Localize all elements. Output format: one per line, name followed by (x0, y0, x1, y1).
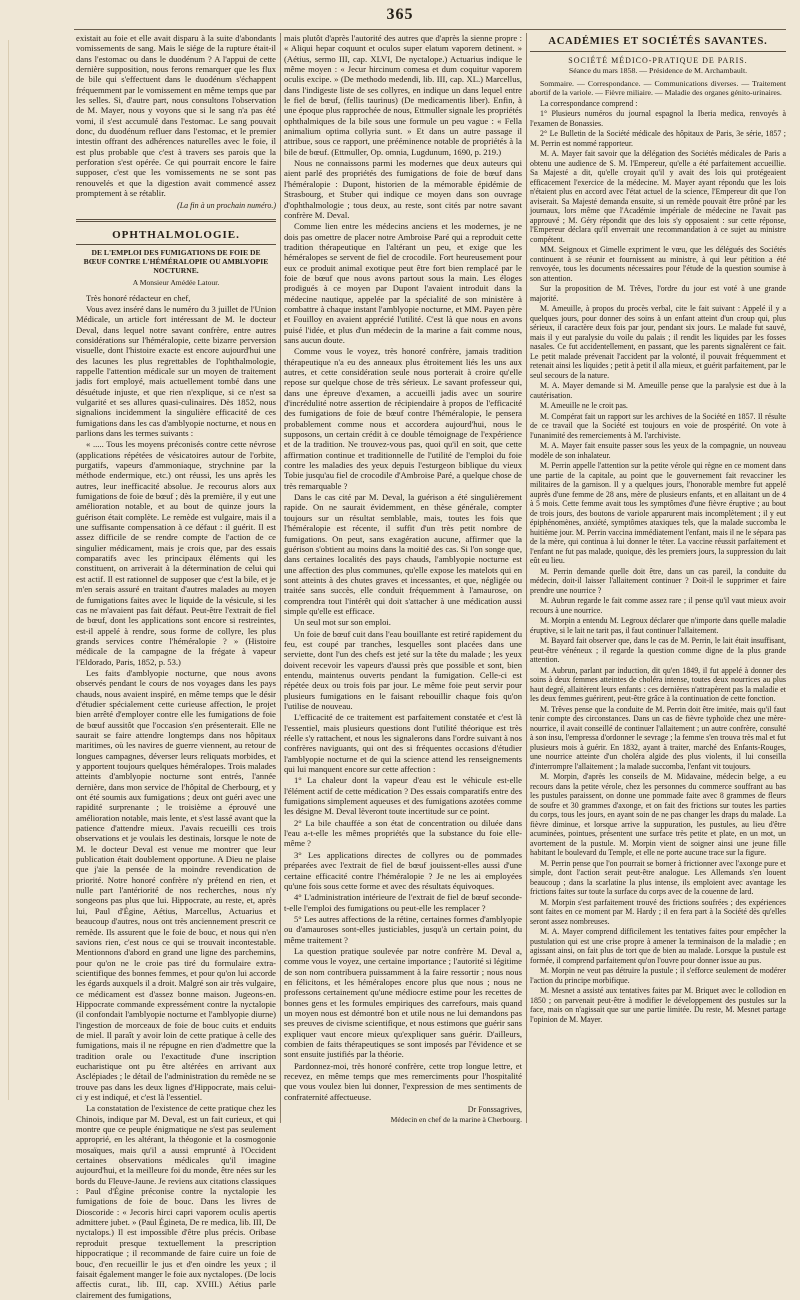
signature-title: Médecin en chef de la marine à Cherbourg. (390, 1115, 522, 1125)
column-1 (76, 33, 276, 1300)
section-heading: ACADÉMIES ET SOCIÉTÉS SAVANTES. (548, 36, 768, 47)
paragraph: 3° Les applications directes de collyres ou de pommades préparées avec l'extrait de fiel de bœuf jouissent-elles aussi d'une certaine efficacité contre l'héméralopie ? Je ne les ai employées qu'une fois sous cette forme et avec des résultats équivoques. (284, 849, 522, 891)
paragraph: M. Perrin appelle l'attention sur la petite vérole qui règne en ce moment dans une partie de la capitale, au point que le gouvernement fait revacciner les militaires de la garnison. Il y a quelques jours, l'honorable membre fut appelé auprès d'une femme de 28 ans, mère de plusieurs enfants, et en allaitant un de 4 à 5 mois. Cette femme avait tous les symptômes d'une fièvre éruptive ; au bout de trois jours, des boutons de variole apparurent mais incomplètement ; il y eut épiphénomènes, anxiété, symptômes ataxiques tels, que la malade succomba le huitième jour. M. Perrin vaccina immédiatement l'enfant, mais il ne le sépara pas de la mère, qui continua à lui donner le téter. La vaccine réussit parfaitement et l'enfant ne fut pas malade, quoique, dès les premiers jours, la suppression du lait eût eu lieu. (530, 461, 786, 565)
paragraph: M. A. Mayer demande si M. Ameuille pense que la paralysie est due à la cautérisation. (530, 381, 786, 400)
paragraph: M. Trêves pense que la conduite de M. Perrin doit être imitée, mais qu'il faut tenir compte des circonstances. Dans un cas de fièvre typhoïde chez une mère-nourrice, il avait conseillé de continuer l'allaitement ; un autre confrère, consulté à son insu, l'empressa d'ordonner le sevrage ; la femme s'en trouva très mal et fut plusieurs mois à guérir. En 1832, ayant à traiter, marché des Enfants-Rouges, une nourrice atteinte d'un choléra algide des plus violents, il lui conseilla d'interrompre l'allaitement ; la malade succomba, l'enfant vit toujours. (530, 704, 786, 771)
paragraph: Un foie de bœuf cuit dans l'eau bouillante est retiré rapidement du feu, est coupé par tranches, lesquelles sont placées dans une serviette, dont l'un des chefs est jeté sur la tête du malade ; les yeux doivent recevoir les vapeurs d'aussi près que possible et sont, bien entendu, maintenus ouverts pendant la fumigation. Celle-ci est répétée deux ou trois fois par jour. Le même foie peut servir pour plusieurs fumigations en le faisant rebouillir chaque fois qu'on l'utilise de nouveau. (284, 628, 522, 711)
column-separator (280, 33, 281, 1123)
paragraph: La correspondance comprend : (540, 98, 638, 108)
section-title: OPHTHALMOLOGIE. (112, 228, 240, 241)
paragraph: mais plutôt d'après l'autorité des autres que d'après la sienne propre : « Aliqui hepar coquunt et oculos super elatum vaporem detinent. » (Aétius, sermo III, cap. XLVI, De nyctalope.) Actuarius indique le même moyen : « Jecur hircinum comesa et dum coquitur vaporem oculis excipe. » (De methodo medendi, lib. III, cap. XL.) Marcellus, dans l'indigeste liste de ses collyres, en indique un dans lequel entre le fiel de bœuf, (fellis taurinus) (De medicamentis liber). Enfin, à une époque plus rapprochée de nous, Ettmuller signale les propriétés ophthalmiques de la bile sous une formule un peu vague : « Fella animalium optima collyria sunt. » Et dans un autre passage il attribue, sous ce rapport, une prééminence notable de propriétés à la bile de bœuf. (Ettmuller, Op. omnia, Lugdunum, 1690, p. 219.) (284, 33, 522, 157)
paragraph: M. Bayard fait observer que, dans le cas de M. Perrin, le lait était insuffisant, peut-être vénéneux ; il regarde la question comme digne de la plus grande attention. (530, 636, 786, 664)
paragraph: Les faits d'amblyopie nocturne, que nous avons observés pendant le cours de nos voyages dans les pays chauds, nous avaient inspiré, en même temps que le désir d'étudier spécialement cette curieuse affection, le projet bien arrêté d'employer contre elle les fumigations de foie de bœuf aussitôt que l'occasion s'en présenterait. Elle ne saurait se faire attendre longtemps dans nos hôpitaux maritimes, où les navires de guerre viennent, au retour de longues campagnes, déverser leurs reliquats morbides, et y apportent toujours quelques héméralopes. Trois malades atteints d'amblyopie nocturne sont entrés, l'année dernière, dans mon service de l'hôpital de Cherbourg, et y ont été soumis aux fumigations ; deux ont guéri avec une rapidité surprenante ; le troisième a éprouvé une amélioration notable, mais lente, et s'est lassé avant que la patience d'attendre mieux. J'avais recueilli ces trois observations et je voulais les destinais, lorsque le note de M. le docteur Deval est venue me montrer que leur publication était doublement opportune. A Dieu ne plaise que j'aie la pensée de la moindre revendication de priorité. Notre honoré confrère n'y prétend en rien, et nulle part l'antériorité de nos recherches, nous n'y songeons pas plus que lui. Hippocrate, au reste, et, après lui, Paul d'Égine, Aétius, Marcellus, Actuarius et beaucoup d'autres, nous ont très anciennement prescrit ce remède. Ils assurent que le foie de bouc, et nous qui n'en savions rien, c'est nous ce qui se trouvait incontestable. Mentionnons d'abord en grand une ligne des parchemins, pour qu'on ne le croie pas tiré du formulaire extra-scientifique des bonnes femmes, et pour qu'on lui accorde les égards auxquels il a droit. Malgré son air très vulgaire, ce médicament est d'assez bonne maison. Jugeons-en. Hippocrate commande expressément contre la nyctalopie (il confondait l'amblyopie nocturne et l'amblyopie diurne) l'ingestion de morceaux de foie de bouc cuits et enduits de miel. Il paraît y avoir loin de cette pratique à celle des fumigations, mais il ne répugne en rien d'admettre que la tradition orale ou l'exactitude d'une inscription eucharistique ont pu être altérées en arrivant aux Asclépiades ; le détail de l'administration du remède ne se trouve pas dans les deux lignes d'Hippocrate, mais celui-ci y est indiqué, et c'est là l'essentiel. (76, 667, 276, 1102)
paragraph: M. Compérat fait un rapport sur les archives de la Société en 1857. Il résulte de ce travail que la Société est toujours en voie de prospérité. On vote à l'unanimité des remerciements à M. l'archiviste. (530, 411, 786, 440)
paragraph: « ..... Tous les moyens préconisés contre cette névrose (applications répétées de vésicatoires autour de l'orbite, purgatifs, vapeurs d'ammoniaque, strychnine par la méthode endermique, etc.) ont réussi, les uns après les autres, leur inefficacité absolue. Je recourus alors aux fumigations de foie de bœuf ; dès la première, il y eut une amélioration notable, et au bout de quinze jours la guérison était complète. Le remède est vulgaire, mais il a une suffisante compensation à ce défaut : il guérit. Il est assez difficile de se rendre compte de l'action de ce singulier médicament, mais je crois que, par des essais comparatifs avec les principaux éléments qui les constituent, on arriverait à la détermination de celui qui est actif. Il est rationnel de supposer que c'est la bile, et je m'en serais assuré en traitant d'autres malades au moyen de fumigations faites avec le liquide de la vésicule, si les cas ne m'avaient pas fait défaut. Peut-être l'extrait de fiel de bœuf, dont les applications sont encore si restreintes, est-il appelé à rendre, sous forme de collyre, les plus grands services contre l'héméralopie ? » (Histoire médicale de la campagne de la frégate à vapeur l'Eldorado, Paris, 1852, p. 53.) (76, 439, 276, 667)
signature: Dr Fonssagrives, (467, 1105, 522, 1115)
paragraph: M. Morpin, d'après les conseils de M. Midavaine, médecin belge, a eu recours dans la petite vérole, chez les personnes du commerce souffrant au bas les pustules paraissent, on donne une pommade faite avec 8 grammes de fleurs de soufre et 30 grammes d'axonge, et on fait des frictions sur toutes les parties du corps, tous les jours, en ayant soin de ne pas changer les draps du malade. La fièvre diminue, et lorsque arrive la suppuration, les pustules, au lieu d'être acuminées, pointues, présentent une surface très petite et plate, en un mot, un avortement de la pustule. M. Morpin vient de soigner ainsi une jeune fille habitant le boulevard du Temple, et elle ne porte aucune trace sur la figure. (530, 772, 786, 857)
paragraph: M. Perrin pense que l'on pourrait se borner à frictionner avec l'axonge pure et simple, dont l'action serait peut-être analogue. Les Allemands s'en louent beaucoup ; dans la scarlatine la plus intense, ils emploient avec avantage les frictions faites sur toute la surface du corps avec de la couenne de lard. (530, 858, 786, 896)
paragraph: Dans le cas cité par M. Deval, la guérison a été singulièrement rapide. On ne saurait évidemment, en thèse générale, compter toujours sur un résultat semblable, mais, toutes les fois que l'héméralopie est récente, il suffit d'un très petit nombre de fumigations. On peut, sans exagération aucune, affirmer que la guérison s'obtient au moins dans la moitié des cas. Si l'on songe que, dans certaines localités des pays chauds, l'amblyopie nocturne est une affection des plus communes, qu'elle expose les matelots qui en sont atteints à des chutes graves et incessantes, et que, négligée ou traitée sans succès, elle conduit fréquemment à l'amaurose, on comprendra tout l'intérêt qui doit s'attacher à une médication aussi simple qu'elle est efficace. (284, 492, 522, 616)
paragraph: Pardonnez-moi, très honoré confrère, cette trop longue lettre, et recevez, en même temps que mes remerciments pour l'hospitalité que vous voulez bien lui donner, l'expression de mes sentiments de confraternité affectueuse. (284, 1060, 522, 1102)
paragraph: 5° Les autres affections de la rétine, certaines formes d'amblyopie ou d'amauroses sont-elles justiciables, jusqu'à un certain point, du même traitement ? (284, 913, 522, 945)
paragraph: M. Ameuille, à propos du procès verbal, cite le fait suivant : Appelé il y a quelques jours, pour donner des soins à un enfant atteint d'un croup qui, plus sérieux, il caractère deux fois par jour, pendant six jours. Le malade fut sauvé, mais il y eut paralysie du voile du palais ; il rendit les liquides par les fosses nasales. Ce fut accidentellement, en passant, que les parents signalèrent ce fait. Le petit malade prévenait l'accident par la volonté, il pouvait fréquemment et retenait ainsi les liquides ; petit à petit il alla mieux, et guérit parfaitement, par le seul secours de la nature. (530, 304, 786, 380)
column-3 (530, 33, 786, 1125)
paragraph: existait au foie et elle avait disparu à la suite d'abondants vomissements de sang. Mais le siége de la rupture était-il dans l'estomac ou dans le duodénum ? A l'appui de cette dernière supposition, nous ferons remarquer que les flux de bile qui s'effectuent dans le duodénum s'échappent fréquemment par le vomissement en même temps que par les selles. Si, d'autre part, nous consultons l'observation de M. Mayer, nous y voyons que si le sang n'a pas été vomi, il s'est accumulé dans l'estomac. Le sang pouvait donc, du duodénum refluer dans l'estomac, et le premier intestin offrant des adhérences naturelles avec le foie, il est plus probable que c'est à travers ses parois que la perforation s'est opérée. Ce qui pourrait encore le faire supposer, c'est que les vomissements ne se sont pas renouvelés et que la digestion avait commencé assez promptement à se rétablir. (76, 33, 276, 199)
divider (76, 219, 276, 222)
paragraph: M. Morpin ne veut pas détruire la pustule ; il s'efforce seulement de modérer l'action du principe morbifique. (530, 966, 786, 985)
page-fold-shadow (8, 40, 15, 1100)
paragraph: Sur la proposition de M. Trêves, l'ordre du jour est voté à une grande majorité. (530, 284, 786, 303)
society-title: SOCIÉTÉ MÉDICO-PRATIQUE DE PARIS. (568, 55, 748, 65)
header-rule (74, 29, 786, 30)
paragraph: 1° Plusieurs numéros du journal espagnol la Iberia medica, renvoyés à l'examen de Bonassies. (530, 109, 786, 128)
article-title: DE L'EMPLOI DES FUMIGATIONS DE FOIE DE BŒUF CONTRE L'HÉMÉRALOPIE OU AMBLYOPIE NOCTURNE. (83, 248, 269, 276)
paragraph: M. Morpin a entendu M. Legroux déclarer que n'importe dans quelle maladie éruptive, si le lait ne tarit pas, il faut continuer l'allaitement. (530, 616, 786, 635)
to-be-continued-note: (La fin à un prochain numéro.) (177, 200, 276, 210)
paragraph: 2° Le Bulletin de la Société médicale des hôpitaux de Paris, 3e série, 1857 ; M. Perrin est nommé rapporteur. (530, 129, 786, 148)
paragraph: 4° L'administration intérieure de l'extrait de fiel de bœuf seconde-t-elle l'emploi des fumigations ou peut-elle les remplacer ? (284, 892, 522, 913)
paragraph: M. Aubrun regarde le fait comme assez rare ; il pense qu'il vaut mieux avoir recours à une nourrice. (530, 596, 786, 615)
paragraph: MM. Seignoux et Gimelle expriment le vœu, que les délégués des Sociétés continuent à se réunir et fournissent au ministre, à qui leur pétition a été renvoyée, tous les documents nécessaires pour l'étude de la question soumise à son attention. (530, 245, 786, 283)
paragraph: M. A. Mayer fait ensuite passer sous les yeux de la compagnie, un nouveau modèle de son inhalateur. (530, 441, 786, 460)
paragraph: M. Aubrun, parlant par induction, dit qu'en 1849, il fut appelé à donner des soins à deux femmes atteintes de choléra intense, toutes deux nourrices au plus haut degré, allaitèrent leurs enfants : ces dernières n'attrapèrent pas la maladie et les deux femmes guérirent, peut-être grâce à la continuation de cette fonction. (530, 665, 786, 703)
summary: Sommaire. — Correspondance. — Communications diverses. — Traitement abortif de la variole. — Fièvre miliaire. — Maladie des organes génito-urinaires. (530, 78, 786, 97)
column-2 (284, 33, 522, 1125)
paragraph: Un seul mot sur son emploi. (294, 617, 391, 628)
paragraph: La question pratique soulevée par notre confrère M. Deval a, comme vous le voyez, une certaine importance ; l'autorité si légitime de son nom contribuera puissamment à la faire ressortir ; nous nous en félicitons, et les héméralopes encore plus que nous ; nous ne professons certainement qu'une médiocre estime pour les recettes de bonnes gens et les formules empiriques des carrefours, mais quand un moyen nous est démontré bon et utile nous ne lui demandons pas ses preuves de civisme scientifique, et nous estimons que guérir sans expliquer vaut encore mieux qu'expliquer sans guérir. D'ailleurs, combien de faits thérapeutiques se sont imposés par l'évidence et se sont ensuite justifiés par la théorie. (284, 945, 522, 1060)
paragraph: La constatation de l'existence de cette pratique chez les Chinois, indique par M. Deval, est un fait curieux, et qui montre que ce peuple énigmatique ne s'est pas seulement approprié, en les altérant, la théogonie et la cosmogonie mosaïques, mais qu'il a aussi emprunté à l'Occident certaines observations médicales qu'il imagine aujourd'hui, et la meilleure foi du monde, être nées sur les bords du Fleuve-Jaune. Je reviens aux citations classiques : Paul d'Égine préconise contre la nyctalopie les fumigations de foie de bouc. Dans les livres de Dioscoride : « Jecoris hirci capri vaporem oculis apertis admittere jubet. » (Paul Égineta, De re medica, lib. III, De nyctalops.) Il est impossible d'être plus précis. Oribase reproduit presque textuellement la prescription hippocratique ; il recommande de faire cuire un foie de bouc, d'en recueillir le jus et d'en oindre les yeux ; il faisait également manger le foie aux nyctalopes. (De locis affectis curat., lib. III, cap. XVIII.) Aétius parle clairement des fumigations, (76, 1103, 276, 1300)
session-line: Séance du mars 1858. — Présidence de M. Archambault. (568, 66, 748, 75)
paragraph: M. Perrin demande quelle doit être, dans un cas pareil, la conduite du médecin, doit-il laisser l'allaitement continuer ? Doit-il le supprimer et faire prendre une nourrice ? (530, 566, 786, 595)
addressee: A Monsieur Amédée Latour. (132, 278, 220, 288)
divider (76, 244, 276, 245)
paragraph: Nous ne connaissons parmi les modernes que deux auteurs qui aient parlé des propriétés des fumigations de foie de bœuf dans l'héméralopie : Dupont, historien de la mémorable épidémie de Strasbourg, et Stuber qui indique ce moyen dans son ouvrage d'ophthalmologie ; tous deux, au reste, sont cités par notre savant confrère M. Deval. (284, 158, 522, 220)
paragraph: Très honoré rédacteur en chef, (86, 292, 191, 303)
paragraph: M. Mesnet a assisté aux tentatives faites par M. Briquet avec le collodion en 1850 ; on parvenait peut-être à modifier le développement des pustules sur la face, mais on n'agissait que sur une partie limitée. Du reste, M. Mesnet partage l'opinion de M. Mayer. (530, 986, 786, 1024)
paragraph: M. Ameuille ne le croit pas. (540, 401, 628, 410)
paragraph: M. A. Mayer comprend difficilement les tentatives faites pour empêcher la pustulation qui est une crise propre à amener la terminaison de la maladie ; en agissant ainsi, on fait plus de tort que de bien au malade. Lorsque la pustule est formée, il comprend parfaitement qu'on l'ouvre pour donner issue au pus. (530, 927, 786, 965)
paragraph: Vous avez inséré dans le numéro du 3 juillet de l'Union Médicale, un article fort intéressant de M. le docteur Deval, dans lequel notre savant confrère, entre autres considérations sur l'héméralopie, cette bizarre perversion visuelle, dont l'histoire exacte est encore aujourd'hui une des lacunes les plus regrettables de l'ophthalmologie, rappelle l'attention médicale sur un moyen de traitement jadis fort employé, mais actuellement tombé dans une désuétude injuste, et que rien n'explique, si ce n'est sa vulgarité et ses allures quasi-culinaires. Dès 1852, nous signalions incidemment la singulière efficacité de ces fumigations dans les cas d'amblyopie nocturne, et nous en parlions dans les termes suivants : (76, 303, 276, 438)
divider (530, 51, 786, 52)
paragraph: M. A. Mayer fait savoir que la délégation des Sociétés médicales de Paris a obtenu une audience de S. M. l'Empereur, qu'elle a été parfaitement accueillie. Sa Majesté a dit, qu'elle croyait qu'il y avait des lois qui protégeaient efficacement l'exercice de la médecine. M. Mayer ayant répondu que les lois n'étaient plus en accord avec l'état actuel de la science, l'Empereur dit que l'on aviserait. Sa Majesté demanda ensuite, si un remède pouvait être prôné par les journaux, lors même que l'Académie impériale de médecine ne l'avait pas approuvé ; M. Géry répondit que des lois s'y opposaient : sur cette réponse, l'Empereur déclara qu'il enverrait une recommandation à ce sujet au ministre compétent. (530, 149, 786, 244)
paragraph: Comme vous le voyez, très honoré confrère, jamais tradition thérapeutique n'a eu des anneaux plus étroitement liés les uns aux autres, et cette considération seule nous porterait à croire qu'elle repose sur quelque chose de très sérieux. Le savant professeur qui, dans une épreuve d'examen, a accueilli jadis avec un sourire d'incrédulité notre assertion de récipiendaire à propos de l'efficacité des fumigations de foie de bœuf contre l'héméralopie, le pensera probablement comme nous et accordera aujourd'hui, nous le supposons, un certain crédit à ce double témoignage de l'expérience et de la tradition. Ne trouvez-vous pas, quoi qu'il en soit, que cette affirmation continue et traditionnelle de l'utilité de l'emploi du foie contre les maladies des yeux depuis l'esturgeon biblique du vieux Tobie jusqu'au fiel de crocodile d'Ambroise Paré, a quelque chose de très remarquable ? (284, 346, 522, 491)
paragraph: Comme lien entre les médecins anciens et les modernes, je ne dois pas omettre de placer notre Ambroise Paré qui a reproduit cette tradition thérapeutique en l'altérant un peu, et exige que les héméralopes se servent de fiel de crocodile. Fort heureusement pour eux ce produit animal exotique peut être fort bien remplacé par le foie de bœuf que nous avons partout sous la main. Les éloges prodigués à ce moyen par Dupont l'avaient introduit dans la médecine nautique, appelée par la spécialité de son ministère à combattre à chaque instant l'amblyopie nocturne, et MM. Payen père et Fouilloy en avaient apprécié l'utilité. C'est là que nous en avons puisé l'idée, et plus d'un médecin de la marine a fait comme nous, sans aucun doute. (284, 221, 522, 345)
column-separator (526, 33, 527, 1123)
paragraph: 2° La bile chauffée a son état de concentration ou diluée dans l'eau a-t-elle les mêmes propriétés que la substance du foie elle-même ? (284, 817, 522, 849)
paragraph: L'efficacité de ce traitement est parfaitement constatée et c'est là l'essentiel, mais plusieurs questions dont l'utilité théorique est très réelle s'y rattachent, et nous les signalerons dans l'ordre suivant à nos confrères naviguants, qui ont des si fréquentes occasions d'étudier l'amblyopie nocturne et de qui la science attend les renseignements qui lui manquent encore sur cette affection : (284, 712, 522, 775)
paragraph: M. Morpin s'est parfaitement trouvé des frictions soufrées ; des expériences sont faites en ce moment par M. Hardy ; il en fera part à la Société dès qu'elles seront assez nombreuses. (530, 897, 786, 926)
paragraph: 1° La chaleur dont la vapeur d'eau est le véhicule est-elle l'élément actif de cette médication ? Des essais comparatifs entre des fumigations simplement aqueuses et des fumigations azotées comme les désigne M. Deval lèveront toute incertitude sur ce point. (284, 775, 522, 817)
page-number: 365 (386, 6, 414, 23)
